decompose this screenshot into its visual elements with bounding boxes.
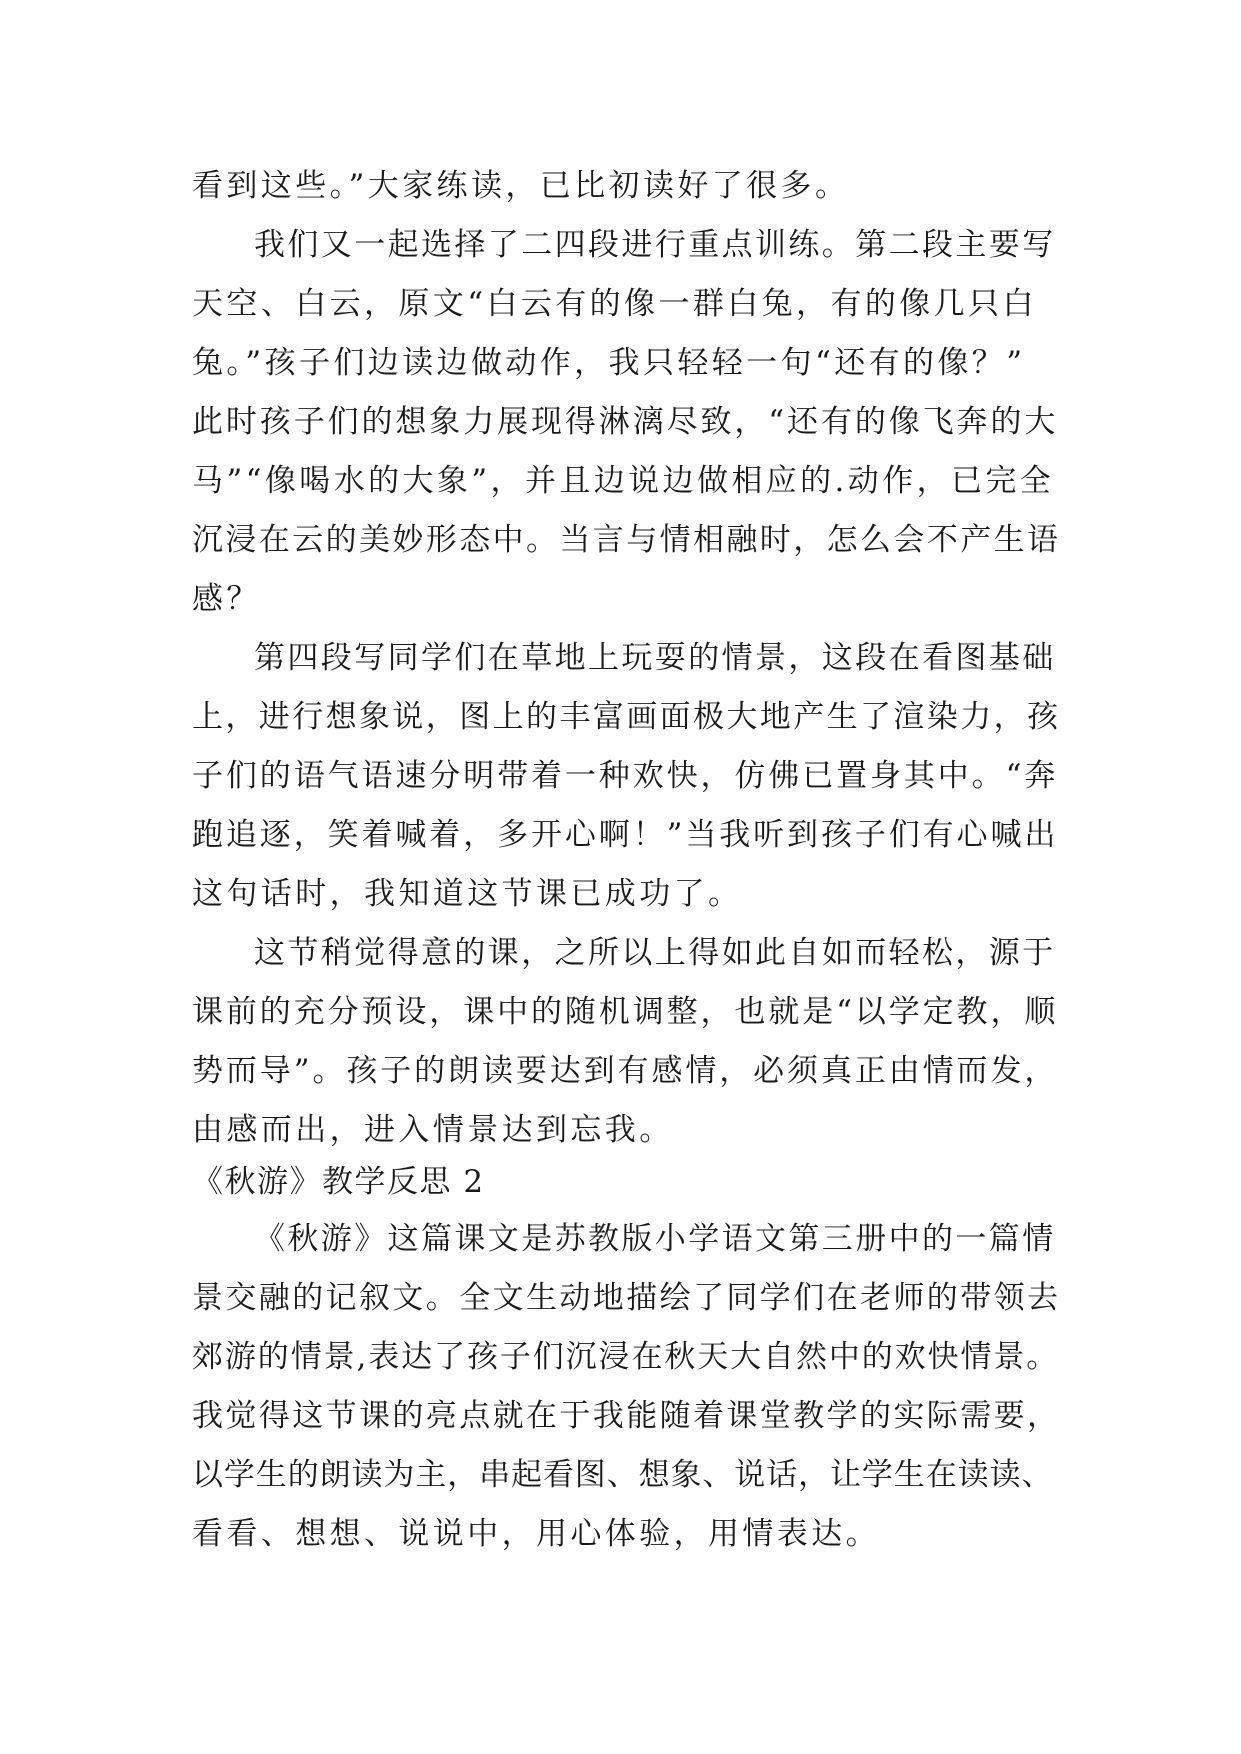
text-line: 势而导”。孩子的朗读要达到有感情，必须真正由情而发， <box>192 1053 1059 1089</box>
text-line: 课前的充分预设，课中的随机调整，也就是“以学定教，顺 <box>192 994 1059 1030</box>
text-line: 马”“像喝水的大象”，并且边说边做相应的.动作，已完全 <box>192 463 1055 499</box>
text-line: 由感而出，进入情景达到忘我。 <box>192 1112 674 1148</box>
paragraph-first-line: 《秋游》这篇课文是苏教版小学语文第三册中的一篇情 <box>254 1221 1056 1257</box>
text-line: 这句话时，我知道这节课已成功了。 <box>192 876 743 912</box>
text-line: 子们的语气语速分明带着一种欢快，仿佛已置身其中。“奔 <box>192 758 1059 794</box>
text-line: 兔。”孩子们边读边做动作，我只轻轻一句“还有的像？” <box>192 345 1026 381</box>
text-line: 天空、白云，原文“白云有的像一群白兔，有的像几只白 <box>192 286 1037 322</box>
paragraph-first-line: 第四段写同学们在草地上玩耍的情景，这段在看图基础 <box>254 640 1056 676</box>
text-line: 感？ <box>192 581 261 617</box>
text-line: 郊游的情景,表达了孩子们沉浸在秋天大自然中的欢快情景。 <box>192 1339 1060 1375</box>
text-line: 此时孩子们的想象力展现得淋漓尽致，“还有的像飞奔的大 <box>192 404 1059 440</box>
text-line: 景交融的记叙文。全文生动地描绘了同学们在老师的带领去 <box>192 1280 1061 1316</box>
paragraph-first-line: 我们又一起选择了二四段进行重点训练。第二段主要写 <box>254 227 1056 263</box>
section-heading: 《秋游》教学反思 2 <box>192 1164 485 1200</box>
paragraph-first-line: 这节稍觉得意的课，之所以上得如此自如而轻松，源于 <box>254 935 1056 971</box>
text-line: 看到这些。”大家练读，已比初读好了很多。 <box>192 168 850 204</box>
text-line: 我觉得这节课的亮点就在于我能随着课堂教学的实际需要， <box>192 1398 1061 1434</box>
text-line: 跑追逐，笑着喊着，多开心啊！”当我听到孩子们有心喊出 <box>192 817 1059 853</box>
text-line: 沉浸在云的美妙形态中。当言与情相融时，怎么会不产生语 <box>192 522 1061 558</box>
text-line: 看看、想想、说说中，用心体验，用情表达。 <box>192 1516 880 1552</box>
text-line: 上，进行想象说，图上的丰富画面极大地产生了渲染力，孩 <box>192 699 1061 735</box>
text-line: 以学生的朗读为主，串起看图、想象、说话，让学生在读读、 <box>192 1457 1054 1493</box>
